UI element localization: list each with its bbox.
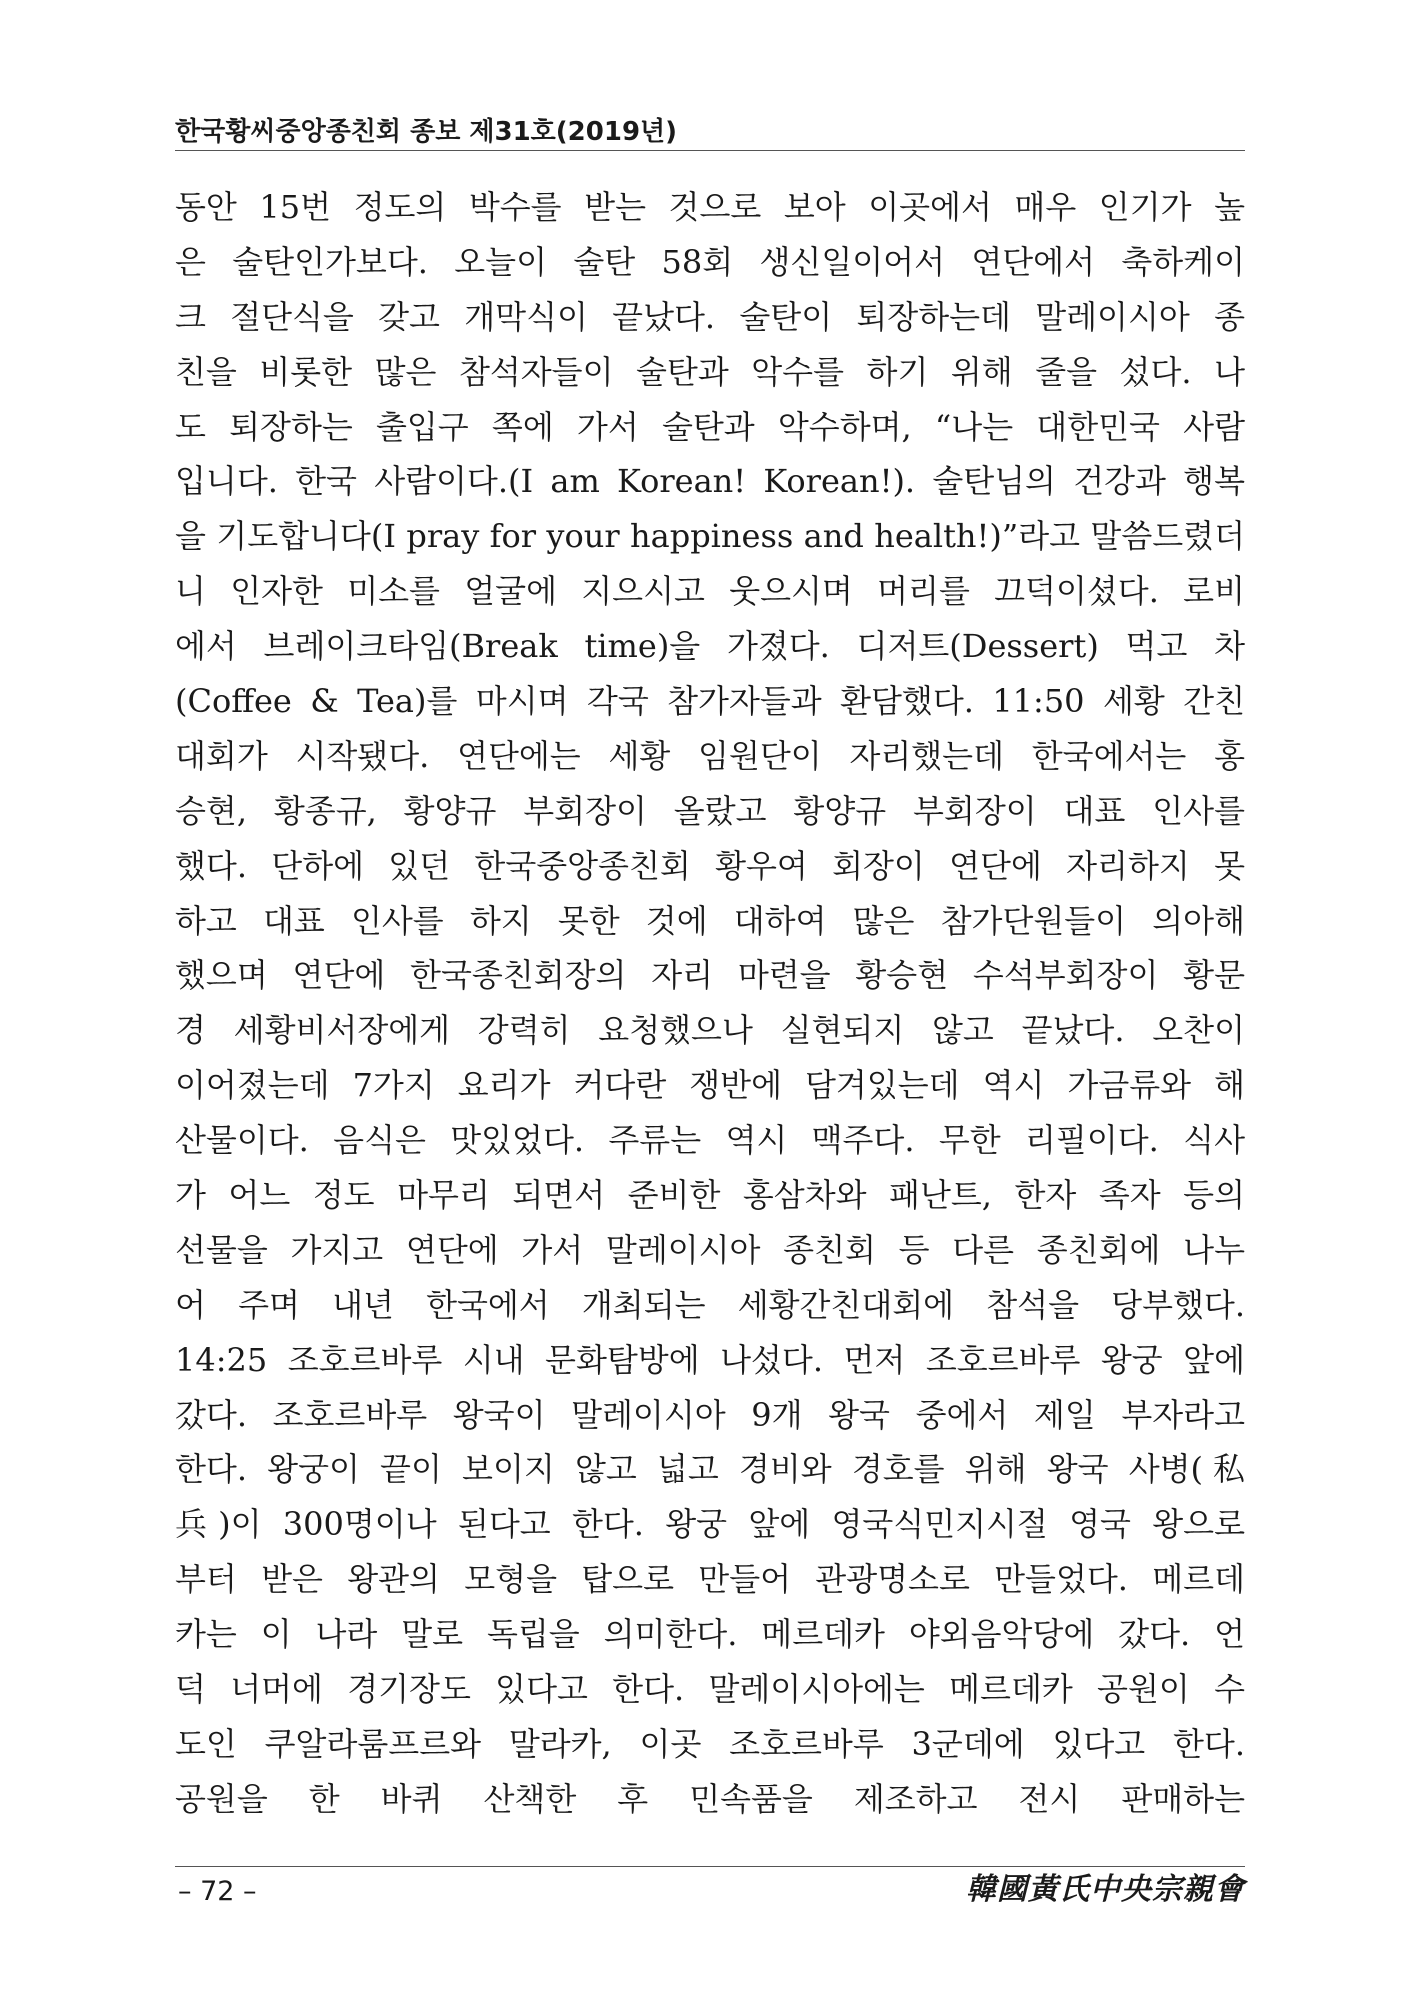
body-line: 대회가 시작됐다. 연단에는 세황 임원단이 자리했는데 한국에서는 홍 [175, 736, 1245, 775]
body-line: 덕 너머에 경기장도 있다고 한다. 말레이시아에는 메르데카 공원이 수 [175, 1670, 1245, 1709]
body-line: 가 어느 정도 마무리 되면서 준비한 홍삼차와 패난트, 한자 족자 등의 [175, 1176, 1245, 1215]
body-line: 입니다. 한국 사람이다.(I am Korean! Korean!). 술탄님의 건강과 행복 [175, 462, 1245, 501]
body-line: 했으며 연단에 한국종친회장의 자리 마련을 황승현 수석부회장이 황문 [175, 956, 1245, 995]
body-line: 부터 받은 왕관의 모형을 탑으로 만들어 관광명소로 만들었다. 메르데 [175, 1560, 1245, 1599]
body-line: 승현, 황종규, 황양규 부회장이 올랐고 황양규 부회장이 대표 인사를 [175, 791, 1245, 830]
body-line: 이어졌는데 7가지 요리가 커다란 쟁반에 담겨있는데 역시 가금류와 해 [175, 1066, 1245, 1105]
header-divider [175, 150, 1245, 151]
body-line: (Coffee & Tea)를 마시며 각국 참가자들과 환담했다. 11:50 세황 간친 [175, 682, 1245, 721]
body-line: 니 인자한 미소를 얼굴에 지으시고 웃으시며 머리를 끄덕이셨다. 로비 [175, 572, 1245, 611]
body-line: 했다. 단하에 있던 한국중앙종친회 황우여 회장이 연단에 자리하지 못 [175, 846, 1245, 885]
body-line: 산물이다. 음식은 맛있었다. 주류는 역시 맥주다. 무한 리필이다. 식사 [175, 1121, 1245, 1160]
body-line: 14:25 조호르바루 시내 문화탐방에 나섰다. 먼저 조호르바루 왕궁 앞에 [175, 1340, 1245, 1379]
body-line: 선물을 가지고 연단에 가서 말레이시아 종친회 등 다른 종친회에 나누 [175, 1230, 1245, 1269]
footer-divider [175, 1866, 1245, 1867]
body-line: 兵)이 300명이나 된다고 한다. 왕궁 앞에 영국식민지시절 영국 왕으로 [175, 1505, 1245, 1544]
body-line: 도 퇴장하는 출입구 쪽에 가서 술탄과 악수하며, “나는 대한민국 사람 [175, 407, 1245, 446]
body-line: 을 기도합니다(I pray for your happiness and health!)”라고 말씀드렸더 [175, 517, 1245, 556]
organization-name: 韓國黃氏中央宗親會 [966, 1872, 1245, 1907]
body-line: 에서 브레이크타임(Break time)을 가졌다. 디저트(Dessert) 먹고 차 [175, 627, 1245, 666]
body-line: 한다. 왕궁이 끝이 보이지 않고 넓고 경비와 경호를 위해 왕국 사병(私 [175, 1450, 1245, 1489]
body-line: 경 세황비서장에게 강력히 요청했으나 실현되지 않고 끝났다. 오찬이 [175, 1011, 1245, 1050]
article-body [175, 180, 1245, 1827]
body-line: 갔다. 조호르바루 왕국이 말레이시아 9개 왕국 중에서 제일 부자라고 [175, 1395, 1245, 1434]
body-line: 카는 이 나라 말로 독립을 의미한다. 메르데카 야외음악당에 갔다. 언 [175, 1615, 1245, 1654]
body-line: 공원을 한 바퀴 산책한 후 민속품을 제조하고 전시 판매하는 [175, 1779, 1245, 1818]
body-line: 하고 대표 인사를 하지 못한 것에 대하여 많은 참가단원들이 의아해 [175, 901, 1245, 940]
body-line: 도인 쿠알라룸프르와 말라카, 이곳 조호르바루 3군데에 있다고 한다. [175, 1724, 1245, 1763]
page-number: – 72 – [178, 1876, 257, 1907]
body-line: 은 술탄인가보다. 오늘이 술탄 58회 생신일이어서 연단에서 축하케이 [175, 242, 1245, 281]
body-line: 크 절단식을 갖고 개막식이 끝났다. 술탄이 퇴장하는데 말레이시아 종 [175, 297, 1245, 336]
body-line: 동안 15번 정도의 박수를 받는 것으로 보아 이곳에서 매우 인기가 높 [175, 188, 1245, 226]
body-line: 어 주며 내년 한국에서 개최되는 세황간친대회에 참석을 당부했다. [175, 1285, 1245, 1324]
body-line: 친을 비롯한 많은 참석자들이 술탄과 악수를 하기 위해 줄을 섰다. 나 [175, 352, 1245, 391]
page-header-title: 한국황씨중앙종친회 종보 제31호(2019년) [175, 117, 678, 147]
